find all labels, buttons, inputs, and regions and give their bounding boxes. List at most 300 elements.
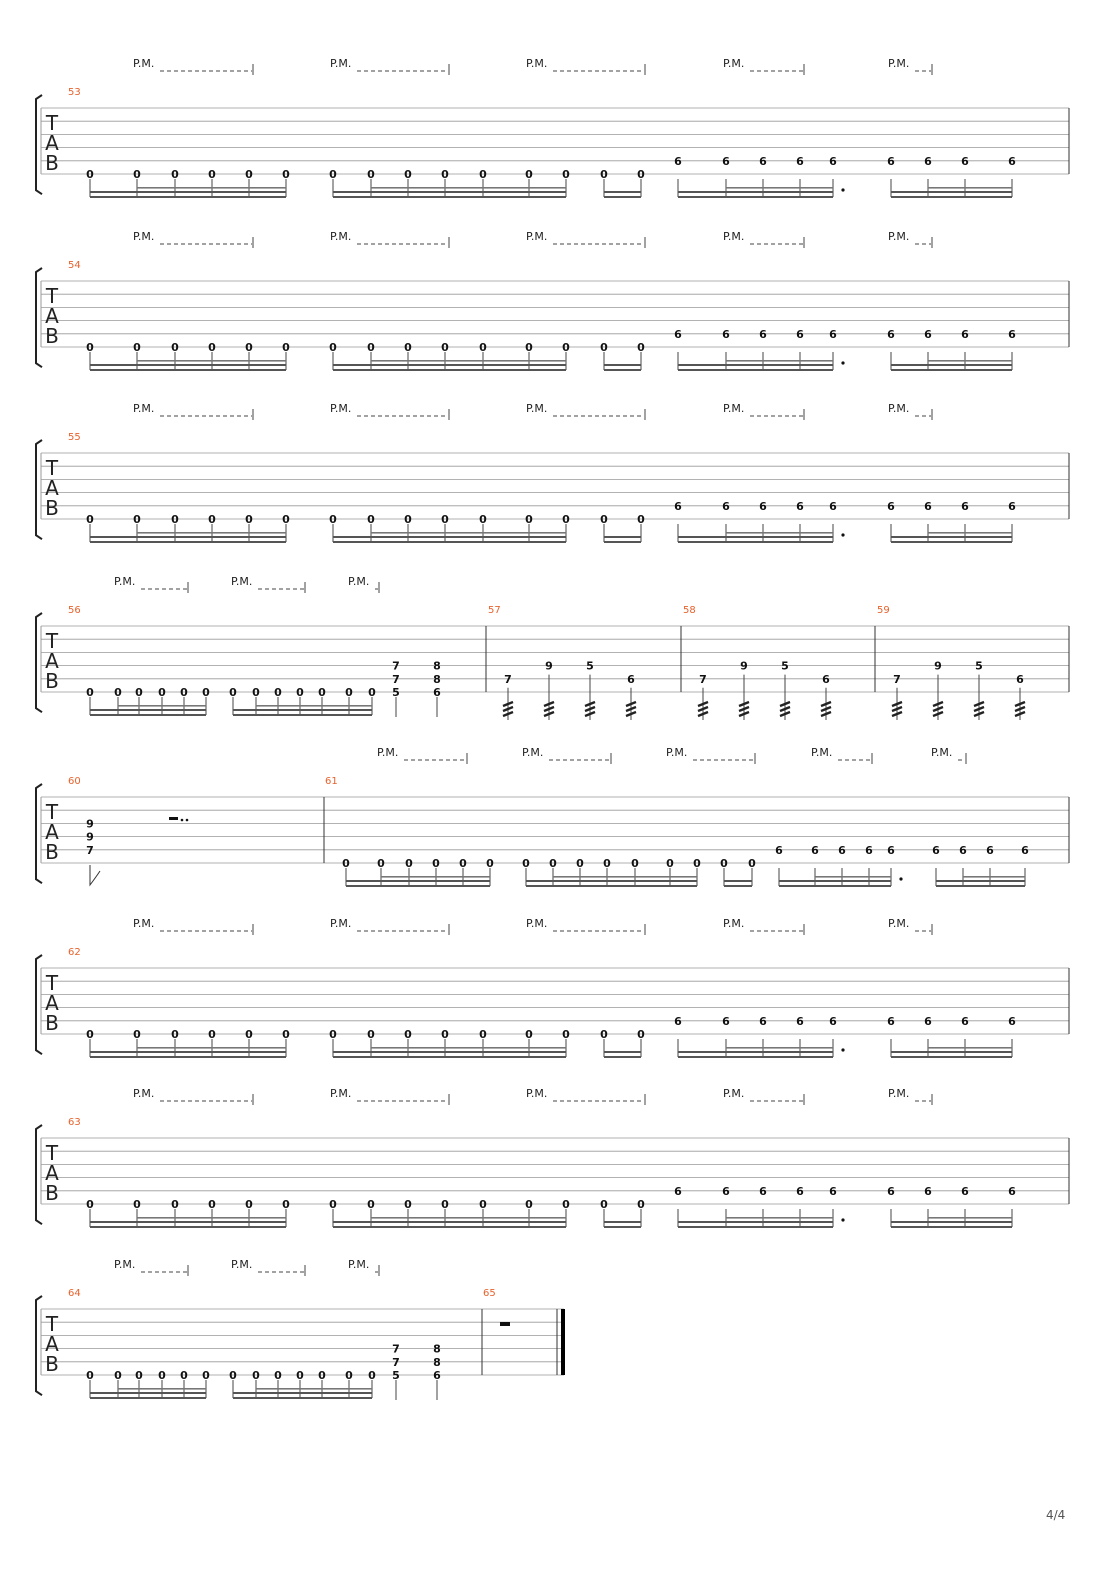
measure-number-54: 54 xyxy=(68,260,81,271)
note-beam-16th xyxy=(800,1217,833,1219)
note-beam-16th xyxy=(184,705,206,707)
note-beam-16th xyxy=(118,705,139,707)
note-beam-16th xyxy=(212,1047,249,1049)
note-beam-16th xyxy=(463,876,490,878)
note-beam xyxy=(678,191,833,193)
fret-number: 0 xyxy=(367,1028,375,1041)
note-beam xyxy=(678,1226,833,1228)
fret-number: 6 xyxy=(1021,843,1029,857)
note-beam-16th xyxy=(635,876,670,878)
fret-number: 6 xyxy=(759,154,767,168)
note-beam xyxy=(90,1392,206,1394)
palm-mute-label: P.M. xyxy=(133,57,155,70)
note-beam-16th xyxy=(483,1217,529,1219)
fret-number: 6 xyxy=(433,686,441,699)
fret-number: 0 xyxy=(133,341,141,354)
note-beam-16th xyxy=(928,360,965,362)
note-beam xyxy=(891,1221,1012,1223)
chord-flag xyxy=(90,865,100,885)
fret-number: 6 xyxy=(887,154,895,168)
measure-number-61: 61 xyxy=(325,776,338,787)
fret-number: 0 xyxy=(441,341,449,354)
note-beam xyxy=(779,880,891,882)
note-beam-16th xyxy=(445,1217,483,1219)
note-beam-16th xyxy=(763,532,800,534)
note-beam xyxy=(333,364,566,366)
fret-number: 0 xyxy=(329,1198,337,1211)
fret-number: 0 xyxy=(441,168,449,181)
palm-mute-label: P.M. xyxy=(888,230,910,243)
note-beam xyxy=(604,191,641,193)
fret-number: 0 xyxy=(479,168,487,181)
palm-mute-label: P.M. xyxy=(723,917,745,930)
tab-letter-b: B xyxy=(45,1181,59,1205)
palm-mute-label: P.M. xyxy=(133,917,155,930)
fret-number: 6 xyxy=(829,1014,837,1028)
fret-number: 6 xyxy=(1008,1014,1016,1028)
fret-number: 6 xyxy=(722,1014,730,1028)
note-beam xyxy=(90,1397,206,1399)
fret-number: 6 xyxy=(887,843,895,857)
fret-number: 0 xyxy=(720,857,728,870)
rest-dot xyxy=(181,819,184,822)
note-beam-16th xyxy=(249,532,286,534)
fret-number: 0 xyxy=(133,513,141,526)
palm-mute-label: P.M. xyxy=(888,1087,910,1100)
page-number: 4/4 xyxy=(1046,1508,1066,1522)
fret-number: 6 xyxy=(986,843,994,857)
palm-mute-label: P.M. xyxy=(330,57,352,70)
fret-number: 0 xyxy=(693,857,701,870)
fret-number: 0 xyxy=(86,1198,94,1211)
fret-number: 6 xyxy=(674,1014,682,1028)
note-beam-16th xyxy=(408,187,445,189)
fret-number: 0 xyxy=(252,1369,260,1382)
note-beam-16th xyxy=(184,1388,206,1390)
fret-number: 0 xyxy=(158,1369,166,1382)
fret-number: 0 xyxy=(274,686,282,699)
fret-number: 0 xyxy=(479,1198,487,1211)
measure-number-60: 60 xyxy=(68,776,81,787)
note-beam-16th xyxy=(408,1217,445,1219)
note-beam-16th xyxy=(529,1047,566,1049)
note-beam-16th xyxy=(256,705,278,707)
fret-number: 0 xyxy=(562,1028,570,1041)
fret-number: 0 xyxy=(318,686,326,699)
fret-number: 0 xyxy=(329,341,337,354)
fret-number: 6 xyxy=(961,154,969,168)
fret-number: 0 xyxy=(637,168,645,181)
note-beam xyxy=(678,364,833,366)
note-beam xyxy=(346,880,490,882)
fret-number: 0 xyxy=(345,686,353,699)
fret-number: 0 xyxy=(229,1369,237,1382)
note-beam-16th xyxy=(815,876,842,878)
fret-number: 0 xyxy=(459,857,467,870)
fret-number: 7 xyxy=(392,1342,400,1356)
note-beam-16th xyxy=(670,876,697,878)
fret-number: 0 xyxy=(282,1028,290,1041)
fret-number: 0 xyxy=(245,1028,253,1041)
note-beam-16th xyxy=(118,1388,139,1390)
tab-letter-a: A xyxy=(45,476,59,500)
fret-number: 0 xyxy=(404,1198,412,1211)
fret-number: 0 xyxy=(603,857,611,870)
fret-number: 0 xyxy=(367,513,375,526)
dotted-rhythm-dot xyxy=(841,361,844,364)
note-beam-16th xyxy=(483,360,529,362)
fret-number: 6 xyxy=(796,1184,804,1198)
tab-letter-t: T xyxy=(45,971,59,995)
fret-number: 6 xyxy=(1008,499,1016,513)
note-beam-16th xyxy=(300,1388,322,1390)
note-beam-16th xyxy=(726,532,763,534)
fret-number: 9 xyxy=(545,659,553,673)
fret-number: 6 xyxy=(924,327,932,341)
note-beam-16th xyxy=(445,187,483,189)
fret-number: 6 xyxy=(811,843,819,857)
note-beam xyxy=(604,536,641,538)
note-beam xyxy=(604,541,641,543)
fret-number: 0 xyxy=(329,1028,337,1041)
note-beam-16th xyxy=(726,1217,763,1219)
fret-number: 0 xyxy=(133,1028,141,1041)
measure-number-57: 57 xyxy=(488,605,501,616)
fret-number: 0 xyxy=(367,341,375,354)
fret-number: 6 xyxy=(829,1184,837,1198)
fret-number: 7 xyxy=(392,659,400,673)
dotted-rhythm-dot xyxy=(841,533,844,536)
fret-number: 0 xyxy=(404,168,412,181)
fret-number: 6 xyxy=(961,1014,969,1028)
note-beam xyxy=(678,1221,833,1223)
fret-number: 6 xyxy=(674,327,682,341)
fret-number: 7 xyxy=(699,672,707,686)
fret-number: 0 xyxy=(486,857,494,870)
fret-number: 0 xyxy=(479,513,487,526)
fret-number: 6 xyxy=(627,672,635,686)
note-beam-16th xyxy=(445,532,483,534)
fret-number: 0 xyxy=(245,1198,253,1211)
note-beam xyxy=(333,369,566,371)
note-beam-16th xyxy=(371,532,408,534)
fret-number: 6 xyxy=(1008,154,1016,168)
fret-number: 0 xyxy=(135,686,143,699)
fret-number: 6 xyxy=(796,499,804,513)
fret-number: 6 xyxy=(1008,327,1016,341)
fret-number: 0 xyxy=(282,1198,290,1211)
fret-number: 0 xyxy=(329,168,337,181)
note-beam xyxy=(90,191,286,193)
fret-number: 0 xyxy=(208,1028,216,1041)
note-beam-16th xyxy=(175,360,212,362)
measure-number-55: 55 xyxy=(68,432,81,443)
note-beam-16th xyxy=(800,1047,833,1049)
fret-number: 6 xyxy=(961,499,969,513)
palm-mute-label: P.M. xyxy=(526,230,548,243)
fret-number: 0 xyxy=(522,857,530,870)
note-beam-16th xyxy=(212,360,249,362)
fret-number: 6 xyxy=(924,154,932,168)
fret-number: 6 xyxy=(674,499,682,513)
fret-number: 0 xyxy=(208,1198,216,1211)
note-beam xyxy=(936,880,1025,882)
fret-number: 6 xyxy=(924,1014,932,1028)
note-beam xyxy=(779,885,891,887)
note-beam-16th xyxy=(553,876,580,878)
fret-number: 0 xyxy=(479,341,487,354)
note-beam-16th xyxy=(607,876,635,878)
note-beam-16th xyxy=(371,1217,408,1219)
tab-letter-b: B xyxy=(45,1352,59,1376)
fret-number: 6 xyxy=(775,843,783,857)
note-beam xyxy=(678,1056,833,1058)
fret-number: 0 xyxy=(114,1369,122,1382)
note-beam xyxy=(891,1226,1012,1228)
fret-number: 6 xyxy=(674,154,682,168)
whole-rest xyxy=(169,817,178,820)
fret-number: 6 xyxy=(932,843,940,857)
fret-number: 7 xyxy=(893,672,901,686)
note-beam-16th xyxy=(249,1217,286,1219)
palm-mute-label: P.M. xyxy=(811,746,833,759)
note-beam-16th xyxy=(349,1388,372,1390)
note-beam xyxy=(678,541,833,543)
note-beam xyxy=(678,536,833,538)
note-beam-16th xyxy=(726,360,763,362)
palm-mute-label: P.M. xyxy=(330,1087,352,1100)
fret-number: 6 xyxy=(887,1184,895,1198)
fret-number: 6 xyxy=(829,154,837,168)
fret-number: 0 xyxy=(600,513,608,526)
note-beam-16th xyxy=(763,187,800,189)
note-beam-16th xyxy=(445,360,483,362)
note-beam-16th xyxy=(842,876,869,878)
note-beam-16th xyxy=(726,1047,763,1049)
fret-number: 0 xyxy=(208,513,216,526)
note-beam-16th xyxy=(408,532,445,534)
fret-number: 5 xyxy=(586,659,594,673)
fret-number: 0 xyxy=(345,1369,353,1382)
note-beam-16th xyxy=(322,1388,349,1390)
fret-number: 0 xyxy=(296,686,304,699)
fret-number: 9 xyxy=(86,817,94,831)
note-beam xyxy=(891,536,1012,538)
note-beam-16th xyxy=(278,705,300,707)
tab-letter-a: A xyxy=(45,1332,59,1356)
measure-number-59: 59 xyxy=(877,605,890,616)
note-beam xyxy=(891,1051,1012,1053)
note-beam xyxy=(90,536,286,538)
palm-mute-label: P.M. xyxy=(723,57,745,70)
fret-number: 0 xyxy=(405,857,413,870)
note-beam xyxy=(891,541,1012,543)
tab-letter-a: A xyxy=(45,991,59,1015)
fret-number: 0 xyxy=(367,1198,375,1211)
palm-mute-label: P.M. xyxy=(114,575,136,588)
note-beam-16th xyxy=(436,876,463,878)
fret-number: 0 xyxy=(133,168,141,181)
fret-number: 0 xyxy=(296,1369,304,1382)
note-beam-16th xyxy=(162,1388,184,1390)
fret-number: 6 xyxy=(838,843,846,857)
fret-number: 0 xyxy=(404,341,412,354)
note-beam-16th xyxy=(349,705,372,707)
measure-number-53: 53 xyxy=(68,87,81,98)
note-beam xyxy=(604,369,641,371)
fret-number: 5 xyxy=(781,659,789,673)
measure-number-62: 62 xyxy=(68,947,81,958)
note-beam-16th xyxy=(408,1047,445,1049)
note-beam xyxy=(90,1056,286,1058)
note-beam-16th xyxy=(162,705,184,707)
rest-dot xyxy=(186,819,189,822)
measure-number-64: 64 xyxy=(68,1288,81,1299)
fret-number: 0 xyxy=(368,686,376,699)
palm-mute-label: P.M. xyxy=(348,575,370,588)
fret-number: 6 xyxy=(822,672,830,686)
fret-number: 6 xyxy=(722,1184,730,1198)
fret-number: 6 xyxy=(865,843,873,857)
fret-number: 0 xyxy=(171,513,179,526)
note-beam-16th xyxy=(322,705,349,707)
note-beam xyxy=(333,536,566,538)
note-beam-16th xyxy=(529,360,566,362)
palm-mute-label: P.M. xyxy=(526,402,548,415)
fret-number: 6 xyxy=(829,327,837,341)
note-beam xyxy=(891,369,1012,371)
fret-number: 0 xyxy=(600,1198,608,1211)
note-beam-16th xyxy=(381,876,409,878)
palm-mute-label: P.M. xyxy=(931,746,953,759)
fret-number: 0 xyxy=(525,168,533,181)
fret-number: 0 xyxy=(404,1028,412,1041)
fret-number: 0 xyxy=(525,341,533,354)
fret-number: 0 xyxy=(637,513,645,526)
note-beam xyxy=(90,196,286,198)
palm-mute-label: P.M. xyxy=(723,402,745,415)
fret-number: 0 xyxy=(86,513,94,526)
note-beam xyxy=(604,196,641,198)
fret-number: 0 xyxy=(208,168,216,181)
fret-number: 0 xyxy=(637,341,645,354)
fret-number: 6 xyxy=(796,1014,804,1028)
note-beam-16th xyxy=(371,360,408,362)
fret-number: 7 xyxy=(392,1355,400,1369)
note-beam xyxy=(526,885,697,887)
note-beam-16th xyxy=(278,1388,300,1390)
fret-number: 0 xyxy=(637,1198,645,1211)
fret-number: 9 xyxy=(934,659,942,673)
palm-mute-label: P.M. xyxy=(666,746,688,759)
note-beam xyxy=(333,1221,566,1223)
palm-mute-label: P.M. xyxy=(526,1087,548,1100)
fret-number: 0 xyxy=(549,857,557,870)
palm-mute-label: P.M. xyxy=(330,402,352,415)
note-beam-16th xyxy=(483,532,529,534)
fret-number: 0 xyxy=(748,857,756,870)
fret-number: 6 xyxy=(759,1184,767,1198)
tab-letter-a: A xyxy=(45,820,59,844)
note-beam-16th xyxy=(763,360,800,362)
note-beam-16th xyxy=(139,705,162,707)
fret-number: 6 xyxy=(924,1184,932,1198)
fret-number: 0 xyxy=(208,341,216,354)
fret-number: 5 xyxy=(392,686,400,699)
fret-number: 0 xyxy=(525,513,533,526)
palm-mute-label: P.M. xyxy=(888,402,910,415)
tab-letter-b: B xyxy=(45,151,59,175)
note-beam xyxy=(233,1392,372,1394)
note-beam-16th xyxy=(137,360,175,362)
fret-number: 0 xyxy=(441,513,449,526)
note-beam xyxy=(90,1226,286,1228)
fret-number: 0 xyxy=(171,1198,179,1211)
palm-mute-label: P.M. xyxy=(377,746,399,759)
fret-number: 0 xyxy=(479,1028,487,1041)
fret-number: 6 xyxy=(722,499,730,513)
fret-number: 0 xyxy=(245,341,253,354)
fret-number: 6 xyxy=(887,499,895,513)
note-beam-16th xyxy=(928,1217,965,1219)
note-beam-16th xyxy=(137,187,175,189)
note-beam xyxy=(526,880,697,882)
fret-number: 0 xyxy=(637,1028,645,1041)
tab-letter-t: T xyxy=(45,111,59,135)
fret-number: 0 xyxy=(86,1369,94,1382)
measure-number-65: 65 xyxy=(483,1288,496,1299)
fret-number: 5 xyxy=(975,659,983,673)
note-beam xyxy=(891,1056,1012,1058)
measure-number-63: 63 xyxy=(68,1117,81,1128)
fret-number: 0 xyxy=(180,1369,188,1382)
fret-number: 0 xyxy=(404,513,412,526)
tab-letter-a: A xyxy=(45,649,59,673)
fret-number: 7 xyxy=(86,843,94,857)
fret-number: 0 xyxy=(525,1028,533,1041)
fret-number: 0 xyxy=(86,686,94,699)
palm-mute-label: P.M. xyxy=(348,1258,370,1271)
note-beam-16th xyxy=(800,532,833,534)
fret-number: 0 xyxy=(202,686,210,699)
note-beam xyxy=(604,1226,641,1228)
tab-letter-a: A xyxy=(45,131,59,155)
tab-letter-b: B xyxy=(45,496,59,520)
fret-number: 0 xyxy=(367,168,375,181)
note-beam xyxy=(233,1397,372,1399)
fret-number: 0 xyxy=(576,857,584,870)
note-beam xyxy=(604,1051,641,1053)
note-beam-16th xyxy=(965,187,1012,189)
fret-number: 0 xyxy=(318,1369,326,1382)
note-beam-16th xyxy=(137,1047,175,1049)
fret-number: 8 xyxy=(433,672,441,686)
fret-number: 0 xyxy=(252,686,260,699)
note-beam-16th xyxy=(965,532,1012,534)
note-beam xyxy=(678,1051,833,1053)
palm-mute-label: P.M. xyxy=(133,1087,155,1100)
fret-number: 6 xyxy=(796,154,804,168)
fret-number: 0 xyxy=(171,168,179,181)
note-beam-16th xyxy=(800,360,833,362)
fret-number: 6 xyxy=(759,327,767,341)
fret-number: 8 xyxy=(433,1355,441,1369)
palm-mute-label: P.M. xyxy=(526,57,548,70)
palm-mute-label: P.M. xyxy=(330,230,352,243)
note-beam xyxy=(233,709,372,711)
fret-number: 0 xyxy=(86,1028,94,1041)
fret-number: 7 xyxy=(392,672,400,686)
